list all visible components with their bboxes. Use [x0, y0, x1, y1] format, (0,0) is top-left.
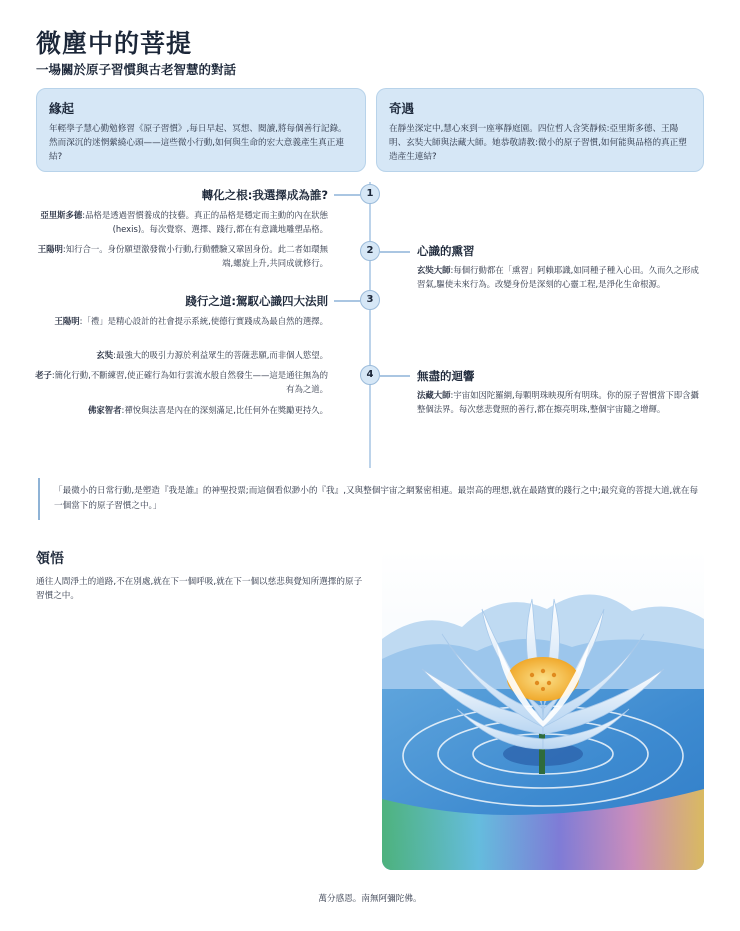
timeline-connector [380, 251, 410, 253]
section-heading-practice: 踐行之道:駕馭心識四大法則 [185, 294, 328, 308]
footer-text: 萬分感恩。南無阿彌陀佛。 [318, 894, 422, 904]
timeline-connector [334, 194, 360, 196]
dialogue-text: :品格是透過習慣養成的技藝。真正的品格是穩定而主動的內在狀態(hexis)。每次覺察、選擇、踐行,都在有意識地雕塑品格。 [82, 210, 328, 234]
dialogue-paragraph [28, 348, 328, 362]
speaker-name: 王陽明 [37, 244, 63, 254]
dialogue-text: :禪悅與法喜是內在的深刻滿足,比任何外在獎勵更持久。 [121, 405, 328, 415]
encounter-card-body: 在靜坐深定中,慧心來到一座寧靜庭園。四位哲人含笑靜候:亞里斯多德、王陽明、玄奘大師與法藏大師。她恭敬請教:微小的原子習慣,如何能與品格的真正塑造產生連結? [389, 124, 687, 162]
encounter-card-title: 奇遇 [389, 101, 415, 116]
origin-card [36, 88, 366, 172]
dialogue-text: :知行合一。身份願望激發微小行動,行動體驗又鞏固身份。此二者如環無端,螺旋上升,共同成就修行。 [62, 244, 328, 268]
section-heading-transformation: 轉化之根:我選擇成為誰? [201, 188, 328, 202]
timeline-connector [334, 300, 360, 302]
dialogue-paragraph [28, 403, 328, 417]
speaker-name: 亞里斯多德 [40, 210, 83, 220]
speaker-name: 玄奘 [96, 350, 114, 360]
page-title: 微塵中的菩提 [36, 29, 193, 58]
insight-body: 通往人間淨土的道路,不在別處,就在下一個呼吸,就在下一個以慈悲與覺知所選擇的原子習慣之中。 [36, 577, 363, 601]
dialogue-paragraph [417, 263, 702, 291]
insight-title: 領悟 [36, 551, 64, 567]
section-heading-echo: 無盡的迴響 [417, 369, 475, 383]
speaker-name: 老子 [35, 370, 52, 380]
origin-card-title: 緣起 [49, 101, 75, 116]
speaker-name: 佛家智者 [88, 405, 122, 415]
timeline-node-1: 1 [360, 184, 380, 204]
closing-quote: 「最微小的日常行動,是塑造『我是誰』的神聖投票;而這個看似渺小的『我』,又與整個宇宙之網緊密相連。最崇高的理想,就在最踏實的踐行之中;最究竟的菩提大道,就在每一個當下的原子習慣之中。」 [38, 478, 704, 520]
speaker-name: 法藏大師 [417, 390, 451, 400]
timeline-line [369, 182, 371, 468]
dialogue-text: :每個行動都在「熏習」阿賴耶識,如同種子種入心田。久而久之形成習氣,驅使未來行為。改變身份是深刻的心靈工程,是淨化生命根源。 [417, 265, 699, 289]
lotus-illustration [382, 549, 704, 870]
speaker-name: 玄奘大師 [417, 265, 451, 275]
timeline-node-2: 2 [360, 241, 380, 261]
origin-card-body: 年輕學子慧心勤勉修習《原子習慣》,每日早起、冥想、閱讀,將每個善行記錄。然而深沉的迷惘縈繞心頭——這些微小行動,如何與生命的宏大意義產生真正連結? [49, 124, 347, 162]
dialogue-text: :宇宙如因陀羅網,每顆明珠映現所有明珠。你的原子習慣當下即含攝整個法界。每次慈悲覺照的善行,都在擦亮明珠,整個宇宙隨之增輝。 [417, 390, 699, 414]
speaker-name: 王陽明 [54, 316, 80, 326]
timeline-node-4: 4 [360, 365, 380, 385]
lotus-image [382, 549, 704, 870]
dialogue-paragraph [28, 314, 328, 328]
timeline-connector [380, 375, 410, 377]
dialogue-text: :「禮」是精心設計的社會提示系統,使德行實踐成為最自然的選擇。 [79, 316, 328, 326]
dialogue-paragraph [28, 208, 328, 236]
dialogue-text: :簡化行動,不斷練習,使正確行為如行雲流水般自然發生——這是通往無為的有為之道。 [51, 370, 328, 394]
encounter-card [376, 88, 704, 172]
dialogue-paragraph [28, 368, 328, 396]
timeline-node-3: 3 [360, 290, 380, 310]
dialogue-text: :最強大的吸引力源於利益眾生的菩薩悲願,而非個人慾望。 [113, 350, 328, 360]
dialogue-paragraph [28, 242, 328, 270]
dialogue-paragraph [417, 388, 702, 416]
section-heading-consciousness: 心識的熏習 [417, 244, 475, 258]
page-subtitle: 一場關於原子習慣與古老智慧的對話 [36, 62, 237, 77]
